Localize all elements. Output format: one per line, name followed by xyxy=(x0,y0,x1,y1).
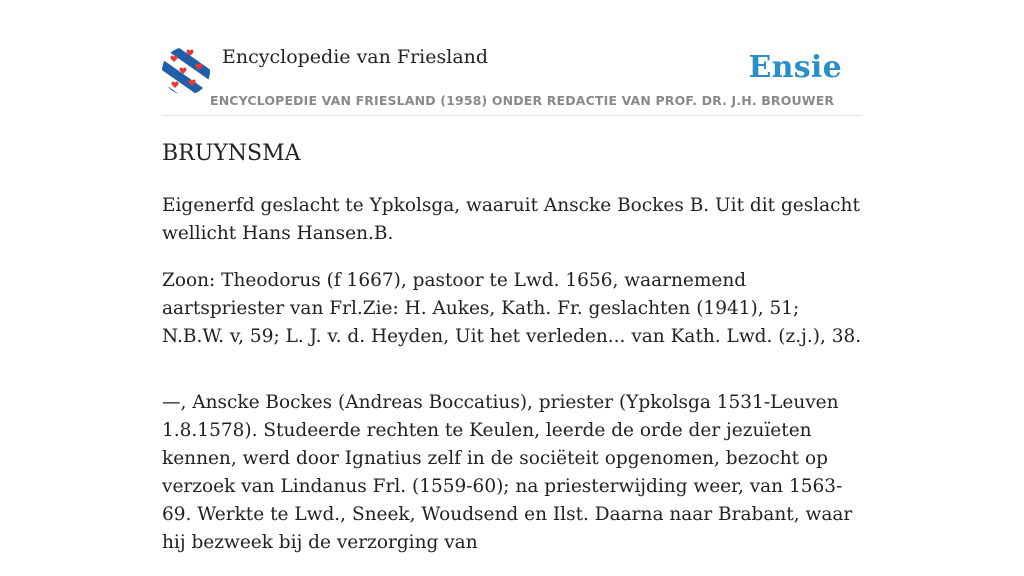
entry-paragraph: Eigenerfd geslacht te Ypkolsga, waaruit Anscke Bockes B. Uit dit geslacht wellicht Hans Hansen.B. xyxy=(162,195,860,244)
entry-paragraph: Zoon: Theodorus (f 1667), pastoor te Lwd. 1656, waarnemend aartspriester van Frl.Zie: H. Aukes, Kath. Fr. geslachten (1941), 51; N.B.W. v, 59; L. J. v. d. Heyden, Uit het verleden... van Kath. Lwd. (z.j.), 38. xyxy=(162,270,862,347)
entry-paragraph: —, Anscke Bockes (Andreas Boccatius), priester (Ypkolsga 1531-Leuven 1.8.1578). Studeerde rechten te Keulen, leerde de orde der jezuïeten kennen, werd door Ignatius zelf in de sociëteit opgenomen, bezocht op verzoek van Lindanus Frl. (1559-60); na priesterwijding weer, van 1563-69. Werkte te Lwd., Sneek, Woudsend en Ilst. Daarna naar Brabant, waar hij bezweek bij de verzorging van xyxy=(162,392,853,553)
entry-title: BRUYNSMA xyxy=(162,141,301,166)
site-subtitle: ENCYCLOPEDIE VAN FRIESLAND (1958) ONDER REDACTIE VAN PROF. DR. J.H. BROUWER xyxy=(210,93,835,108)
entry-body xyxy=(162,192,862,576)
site-title[interactable]: Encyclopedie van Friesland xyxy=(222,46,489,68)
header-divider xyxy=(162,115,862,116)
brand-logo-text[interactable]: Ensie xyxy=(748,50,842,85)
frisian-flag-icon[interactable] xyxy=(162,47,210,95)
